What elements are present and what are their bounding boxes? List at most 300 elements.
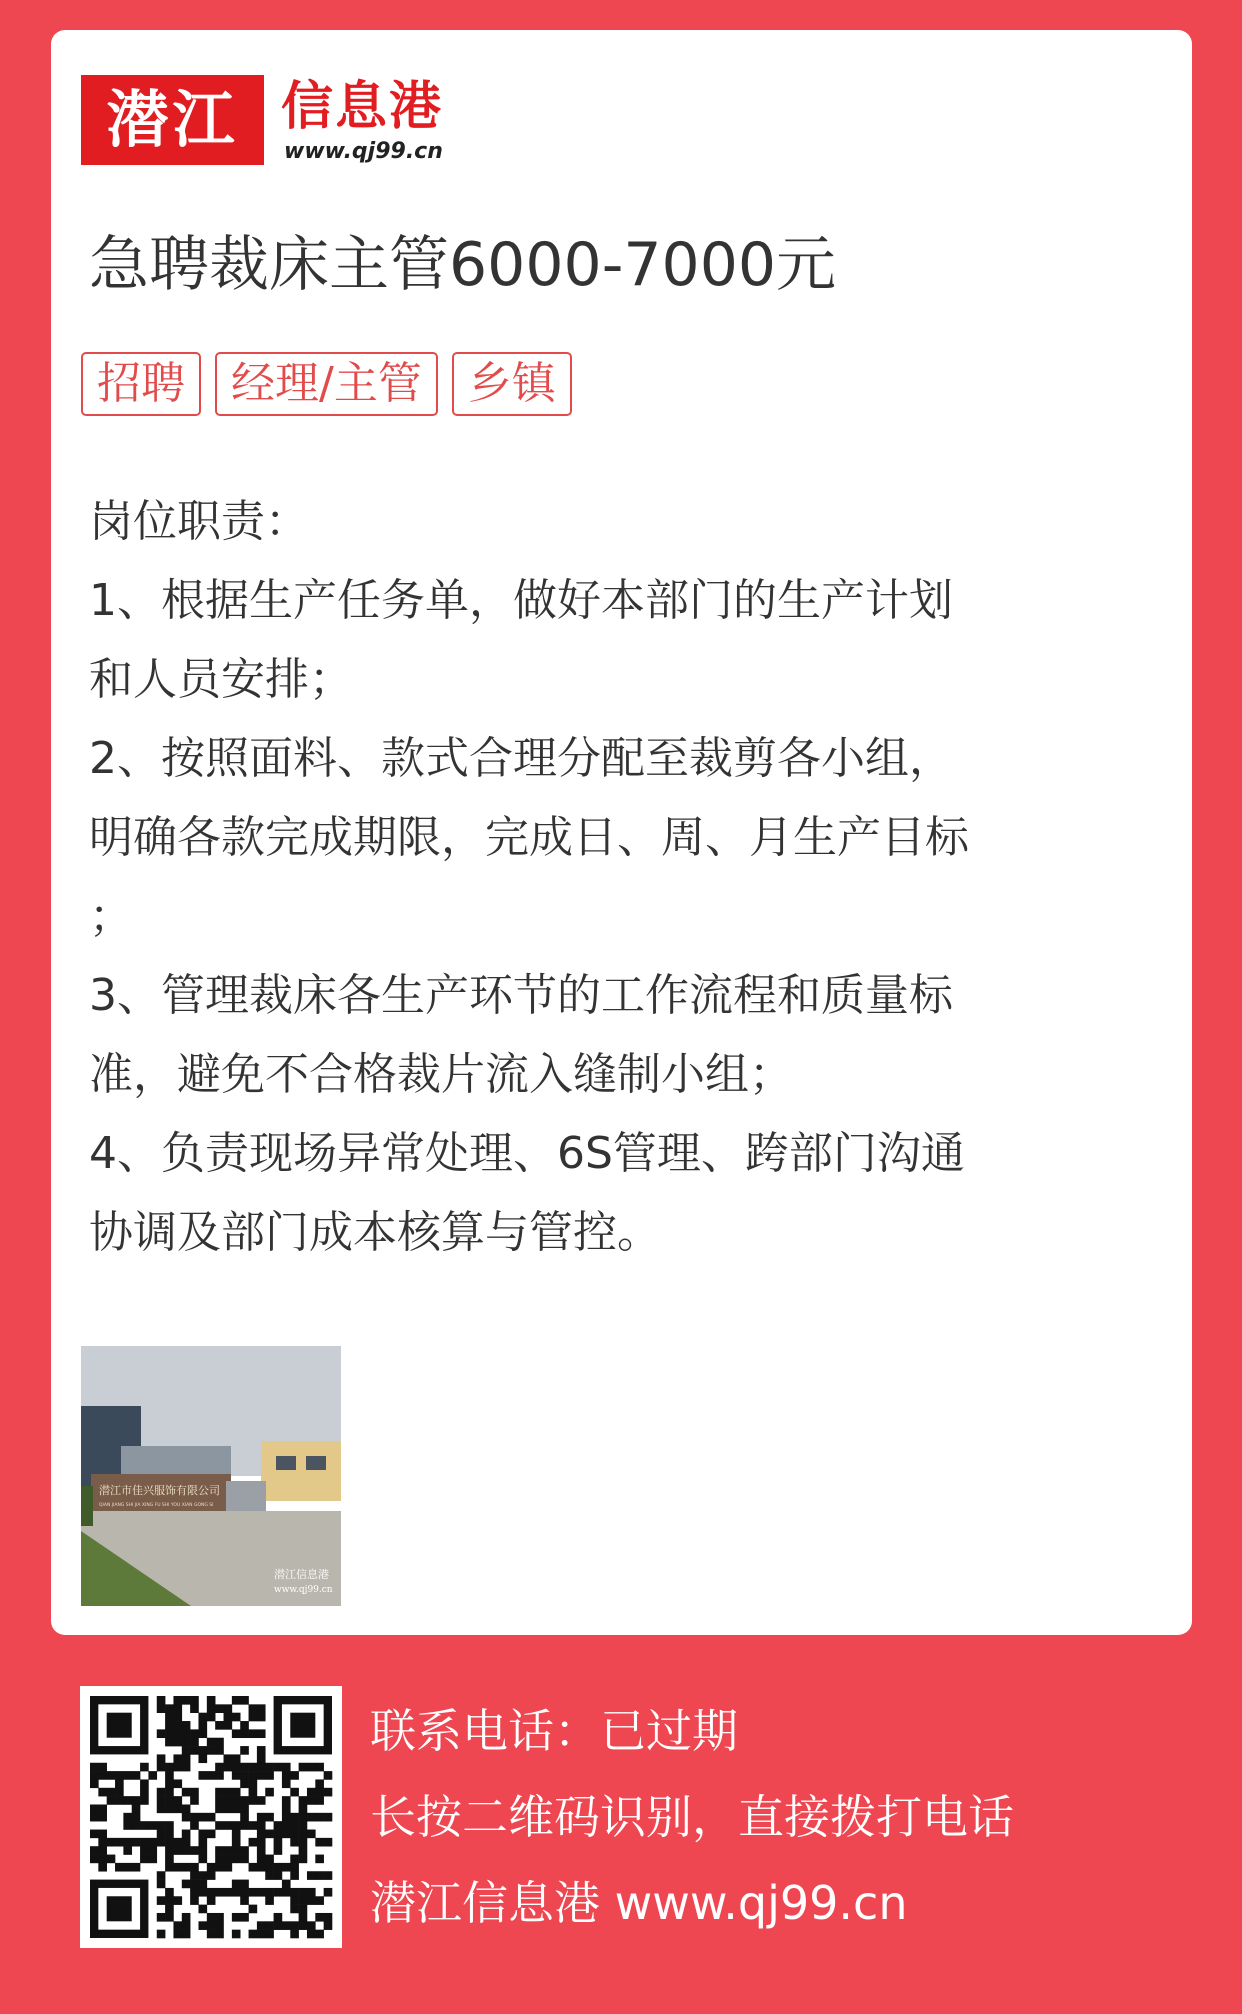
qr-module xyxy=(98,1855,107,1864)
qr-module xyxy=(198,1746,207,1755)
qr-module xyxy=(315,1913,324,1922)
qr-module xyxy=(90,1804,99,1813)
qr-code[interactable] xyxy=(80,1686,342,1948)
qr-module xyxy=(90,1779,99,1788)
qr-module xyxy=(240,1729,249,1738)
qr-module xyxy=(257,1813,266,1822)
qr-module xyxy=(165,1905,174,1914)
photo-sign-text: 潜江市佳兴服饰有限公司 xyxy=(99,1484,220,1497)
description-line: 明确各款完成期限，完成日、周、月生产目标 xyxy=(89,812,969,863)
qr-module xyxy=(157,1896,166,1905)
qr-module xyxy=(140,1788,149,1797)
qr-module xyxy=(165,1896,174,1905)
qr-module xyxy=(123,1771,132,1780)
tag-recruit[interactable]: 招聘 xyxy=(81,352,201,416)
qr-module xyxy=(274,1830,283,1839)
qr-module xyxy=(198,1846,207,1855)
qr-module xyxy=(215,1888,224,1897)
qr-module xyxy=(165,1846,174,1855)
qr-module xyxy=(299,1830,308,1839)
qr-module xyxy=(265,1921,274,1930)
qr-module xyxy=(232,1838,241,1847)
contact-phone: 联系电话：已过期 xyxy=(370,1704,738,1758)
qr-module xyxy=(240,1696,249,1705)
qr-module xyxy=(173,1713,182,1722)
qr-module xyxy=(207,1704,216,1713)
qr-module xyxy=(190,1871,199,1880)
qr-module xyxy=(165,1838,174,1847)
qr-module xyxy=(198,1729,207,1738)
qr-module xyxy=(240,1763,249,1772)
qr-module xyxy=(132,1804,141,1813)
qr-module xyxy=(190,1821,199,1830)
qr-module xyxy=(173,1779,182,1788)
qr-module xyxy=(182,1729,191,1738)
qr-module xyxy=(232,1913,241,1922)
qr-module xyxy=(173,1721,182,1730)
qr-module xyxy=(324,1913,333,1922)
qr-module xyxy=(165,1713,174,1722)
qr-module xyxy=(232,1696,241,1705)
company-photo[interactable] xyxy=(81,1346,341,1606)
qr-module xyxy=(299,1804,308,1813)
qr-module xyxy=(249,1771,258,1780)
qr-module xyxy=(173,1863,182,1872)
qr-module xyxy=(115,1863,124,1872)
qr-module xyxy=(165,1704,174,1713)
qr-module xyxy=(224,1788,233,1797)
qr-module xyxy=(107,1771,116,1780)
qr-module xyxy=(148,1846,157,1855)
qr-module xyxy=(173,1704,182,1713)
contact-site[interactable]: 潜江信息港 www.qj99.cn xyxy=(370,1876,908,1930)
qr-module xyxy=(215,1921,224,1930)
qr-module xyxy=(299,1796,308,1805)
qr-module xyxy=(274,1821,283,1830)
qr-module xyxy=(232,1821,241,1830)
qr-module xyxy=(224,1855,233,1864)
qr-module xyxy=(198,1855,207,1864)
qr-module xyxy=(315,1855,324,1864)
description-line: 和人员安排； xyxy=(89,654,353,705)
qr-module xyxy=(107,1838,116,1847)
qr-module xyxy=(257,1729,266,1738)
qr-module xyxy=(90,1813,99,1822)
qr-module xyxy=(198,1713,207,1722)
qr-module xyxy=(115,1838,124,1847)
qr-module xyxy=(274,1913,283,1922)
qr-module xyxy=(165,1779,174,1788)
qr-module xyxy=(290,1771,299,1780)
qr-module xyxy=(315,1896,324,1905)
qr-module xyxy=(290,1788,299,1797)
qr-module xyxy=(182,1846,191,1855)
qr-module xyxy=(107,1796,116,1805)
qr-module xyxy=(140,1838,149,1847)
qr-module xyxy=(257,1771,266,1780)
qr-module xyxy=(198,1830,207,1839)
qr-module xyxy=(265,1871,274,1880)
qr-module xyxy=(115,1779,124,1788)
qr-module xyxy=(148,1838,157,1847)
qr-module xyxy=(232,1713,241,1722)
qr-module xyxy=(207,1713,216,1722)
qr-module xyxy=(257,1863,266,1872)
qr-module xyxy=(98,1788,107,1797)
qr-module xyxy=(232,1796,241,1805)
qr-module xyxy=(324,1838,333,1847)
photo-building-right xyxy=(261,1441,341,1501)
qr-module xyxy=(165,1729,174,1738)
qr-module xyxy=(207,1696,216,1705)
qr-module xyxy=(315,1838,324,1847)
qr-module xyxy=(249,1863,258,1872)
photo-watermark: 潜江信息港 xyxy=(274,1568,329,1581)
qr-module xyxy=(299,1905,308,1914)
qr-module xyxy=(307,1763,316,1772)
qr-module xyxy=(182,1863,191,1872)
qr-module xyxy=(207,1896,216,1905)
qr-module xyxy=(165,1788,174,1797)
qr-module xyxy=(274,1871,283,1880)
qr-module xyxy=(315,1763,324,1772)
qr-module xyxy=(249,1729,258,1738)
qr-module xyxy=(215,1746,224,1755)
qr-module xyxy=(249,1796,258,1805)
qr-module xyxy=(240,1796,249,1805)
qr-module xyxy=(315,1788,324,1797)
qr-module xyxy=(274,1763,283,1772)
qr-module xyxy=(240,1913,249,1922)
qr-module xyxy=(324,1871,333,1880)
qr-module xyxy=(257,1746,266,1755)
qr-module xyxy=(90,1763,99,1772)
qr-module xyxy=(148,1771,157,1780)
qr-module xyxy=(224,1846,233,1855)
qr-module xyxy=(165,1796,174,1805)
qr-module xyxy=(157,1880,166,1889)
qr-module xyxy=(182,1913,191,1922)
qr-module xyxy=(140,1796,149,1805)
qr-module xyxy=(157,1696,166,1705)
qr-module xyxy=(123,1863,132,1872)
qr-module xyxy=(207,1871,216,1880)
description-line: ； xyxy=(89,891,133,942)
qr-module xyxy=(224,1713,233,1722)
qr-module xyxy=(282,1888,291,1897)
qr-module xyxy=(240,1855,249,1864)
qr-module xyxy=(324,1788,333,1797)
contact-info xyxy=(370,1688,1014,1946)
qr-module xyxy=(215,1930,224,1939)
qr-module xyxy=(249,1888,258,1897)
qr-module xyxy=(290,1930,299,1939)
qr-module xyxy=(107,1788,116,1797)
qr-module xyxy=(107,1855,116,1864)
qr-module xyxy=(198,1871,207,1880)
qr-module xyxy=(182,1813,191,1822)
qr-module xyxy=(215,1771,224,1780)
qr-module xyxy=(307,1796,316,1805)
qr-module xyxy=(123,1813,132,1822)
photo-gate xyxy=(226,1481,266,1511)
qr-module xyxy=(215,1721,224,1730)
qr-module xyxy=(190,1888,199,1897)
qr-module xyxy=(207,1863,216,1872)
qr-module xyxy=(290,1863,299,1872)
qr-module xyxy=(307,1896,316,1905)
qr-module xyxy=(173,1763,182,1772)
qr-module xyxy=(182,1721,191,1730)
qr-module xyxy=(215,1821,224,1830)
qr-module xyxy=(98,1863,107,1872)
qr-module xyxy=(157,1754,166,1763)
qr-module xyxy=(324,1888,333,1897)
qr-module xyxy=(98,1804,107,1813)
qr-module xyxy=(132,1813,141,1822)
qr-module xyxy=(290,1830,299,1839)
qr-module xyxy=(190,1704,199,1713)
qr-module xyxy=(215,1846,224,1855)
qr-module xyxy=(173,1729,182,1738)
qr-module xyxy=(165,1738,174,1747)
qr-module xyxy=(173,1838,182,1847)
qr-module xyxy=(232,1855,241,1864)
qr-module xyxy=(198,1813,207,1822)
qr-module xyxy=(90,1771,99,1780)
qr-module xyxy=(165,1804,174,1813)
qr-module xyxy=(190,1846,199,1855)
logo-url: www.qj99.cn xyxy=(284,139,443,164)
qr-module xyxy=(198,1880,207,1889)
qr-module xyxy=(290,1855,299,1864)
qr-module xyxy=(190,1813,199,1822)
qr-module xyxy=(157,1930,166,1939)
qr-module xyxy=(190,1796,199,1805)
qr-module xyxy=(157,1838,166,1847)
qr-module xyxy=(173,1846,182,1855)
qr-module xyxy=(249,1704,258,1713)
qr-module xyxy=(249,1838,258,1847)
qr-module xyxy=(115,1771,124,1780)
qr-module xyxy=(290,1813,299,1822)
qr-module xyxy=(257,1763,266,1772)
qr-module xyxy=(173,1696,182,1705)
qr-module xyxy=(232,1930,241,1939)
qr-module xyxy=(282,1796,291,1805)
qr-module xyxy=(215,1913,224,1922)
qr-module xyxy=(240,1821,249,1830)
qr-module xyxy=(215,1804,224,1813)
qr-module xyxy=(315,1871,324,1880)
qr-module xyxy=(232,1788,241,1797)
qr-module xyxy=(148,1855,157,1864)
qr-module xyxy=(157,1830,166,1839)
qr-module xyxy=(282,1763,291,1772)
qr-module xyxy=(165,1830,174,1839)
qr-module xyxy=(240,1896,249,1905)
qr-module xyxy=(249,1713,258,1722)
qr-module xyxy=(157,1804,166,1813)
qr-module xyxy=(173,1930,182,1939)
qr-module xyxy=(215,1796,224,1805)
qr-module xyxy=(123,1821,132,1830)
qr-module xyxy=(173,1921,182,1930)
qr-module xyxy=(90,1846,99,1855)
qr-module xyxy=(190,1788,199,1797)
qr-module xyxy=(299,1888,308,1897)
qr-module xyxy=(182,1838,191,1847)
qr-module xyxy=(282,1821,291,1830)
qr-module xyxy=(299,1838,308,1847)
qr-module xyxy=(190,1880,199,1889)
qr-module xyxy=(290,1896,299,1905)
qr-module xyxy=(257,1855,266,1864)
qr-module xyxy=(265,1763,274,1772)
qr-module xyxy=(290,1821,299,1830)
qr-module xyxy=(224,1888,233,1897)
qr-module xyxy=(232,1888,241,1897)
qr-module xyxy=(257,1704,266,1713)
qr-module xyxy=(123,1838,132,1847)
qr-module xyxy=(165,1721,174,1730)
qr-module xyxy=(182,1738,191,1747)
qr-module xyxy=(232,1830,241,1839)
qr-module xyxy=(282,1830,291,1839)
qr-module xyxy=(307,1921,316,1930)
qr-module xyxy=(240,1813,249,1822)
qr-module xyxy=(274,1888,283,1897)
qr-module xyxy=(232,1729,241,1738)
qr-module xyxy=(173,1754,182,1763)
qr-module xyxy=(224,1796,233,1805)
contact-hint: 长按二维码识别，直接拨打电话 xyxy=(370,1790,1014,1844)
qr-module xyxy=(215,1763,224,1772)
qr-module xyxy=(232,1763,241,1772)
qr-module xyxy=(265,1813,274,1822)
qr-module xyxy=(157,1821,166,1830)
qr-module xyxy=(265,1855,274,1864)
qr-module xyxy=(173,1804,182,1813)
qr-module xyxy=(249,1763,258,1772)
qr-module xyxy=(207,1913,216,1922)
qr-module xyxy=(215,1863,224,1872)
qr-module xyxy=(249,1788,258,1797)
qr-module xyxy=(315,1779,324,1788)
qr-module xyxy=(232,1846,241,1855)
qr-module xyxy=(132,1821,141,1830)
qr-module xyxy=(157,1704,166,1713)
job-description xyxy=(89,482,1159,1272)
description-line: 准，避免不合格裁片流入缝制小组； xyxy=(89,1049,793,1100)
qr-module xyxy=(299,1763,308,1772)
qr-module xyxy=(290,1888,299,1897)
qr-module xyxy=(182,1754,191,1763)
qr-module xyxy=(307,1813,316,1822)
qr-module xyxy=(215,1788,224,1797)
description-line: 4、负责现场异常处理、6S管理、跨部门沟通 xyxy=(89,1128,965,1179)
qr-module xyxy=(182,1921,191,1930)
qr-module xyxy=(98,1838,107,1847)
qr-module xyxy=(240,1880,249,1889)
qr-module xyxy=(182,1804,191,1813)
qr-module xyxy=(123,1846,132,1855)
qr-module xyxy=(132,1796,141,1805)
qr-module xyxy=(324,1813,333,1822)
qr-module xyxy=(324,1921,333,1930)
qr-module xyxy=(157,1729,166,1738)
qr-module xyxy=(249,1905,258,1914)
qr-module xyxy=(257,1821,266,1830)
qr-module xyxy=(257,1754,266,1763)
qr-module xyxy=(307,1830,316,1839)
qr-module xyxy=(257,1930,266,1939)
tag-location[interactable]: 乡镇 xyxy=(452,352,572,416)
qr-module xyxy=(190,1746,199,1755)
qr-module xyxy=(290,1838,299,1847)
qr-module xyxy=(265,1930,274,1939)
job-title: 急聘裁床主管6000-7000元 xyxy=(89,230,837,300)
qr-module xyxy=(198,1905,207,1914)
qr-module xyxy=(157,1763,166,1772)
qr-module xyxy=(265,1888,274,1897)
qr-module xyxy=(140,1821,149,1830)
qr-module xyxy=(307,1871,316,1880)
qr-module xyxy=(240,1779,249,1788)
qr-module xyxy=(207,1888,216,1897)
qr-module xyxy=(132,1771,141,1780)
qr-module xyxy=(224,1721,233,1730)
qr-module xyxy=(249,1821,258,1830)
qr-module xyxy=(207,1921,216,1930)
qr-module xyxy=(207,1771,216,1780)
qr-module xyxy=(90,1855,99,1864)
qr-module xyxy=(215,1855,224,1864)
qr-module xyxy=(198,1888,207,1897)
qr-module xyxy=(165,1913,174,1922)
qr-module xyxy=(173,1796,182,1805)
qr-module xyxy=(240,1721,249,1730)
qr-module xyxy=(274,1846,283,1855)
qr-module xyxy=(315,1796,324,1805)
tag-category[interactable]: 经理/主管 xyxy=(215,352,438,416)
qr-module xyxy=(240,1888,249,1897)
qr-module xyxy=(215,1738,224,1747)
qr-module xyxy=(207,1813,216,1822)
logo-red-block: 潜江 xyxy=(81,75,264,165)
qr-module xyxy=(98,1830,107,1839)
site-logo[interactable] xyxy=(81,75,541,165)
qr-module xyxy=(198,1921,207,1930)
qr-module xyxy=(257,1921,266,1930)
qr-module xyxy=(232,1804,241,1813)
qr-module xyxy=(190,1896,199,1905)
qr-module xyxy=(224,1821,233,1830)
qr-module xyxy=(274,1838,283,1847)
qr-module xyxy=(232,1754,241,1763)
qr-module xyxy=(249,1930,258,1939)
qr-module xyxy=(190,1729,199,1738)
qr-module xyxy=(148,1821,157,1830)
qr-module xyxy=(140,1855,149,1864)
description-line: 3、管理裁床各生产环节的工作流程和质量标 xyxy=(89,970,953,1021)
qr-module xyxy=(140,1846,149,1855)
qr-module xyxy=(90,1830,99,1839)
description-line: 协调及部门成本核算与管控。 xyxy=(89,1207,661,1258)
qr-module xyxy=(207,1830,216,1839)
logo-name: 信息港 xyxy=(281,77,444,137)
description-line: 岗位职责： xyxy=(89,496,309,547)
